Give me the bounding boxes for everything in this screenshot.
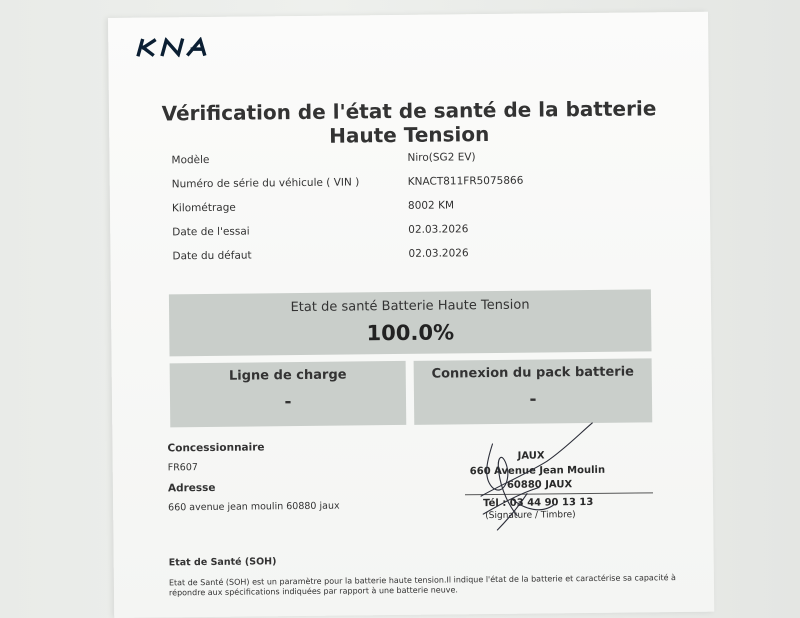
stamp-line-4: Tél : 03 44 90 13 13: [483, 496, 594, 510]
soh-section-title: Etat de Santé (SOH): [168, 556, 277, 569]
stamp-line-3: 60880 JAUX: [506, 479, 573, 491]
dealer-code: FR607: [167, 462, 198, 474]
model-label: Modèle: [171, 153, 210, 167]
fault-date-value: 02.03.2026: [408, 247, 469, 260]
soh-panel: [169, 289, 652, 356]
charge-line-value: -: [284, 392, 292, 413]
pack-connection-value: -: [529, 389, 537, 410]
signature-caption: (Signature / Timbre): [485, 510, 576, 522]
address-label: Adresse: [167, 481, 216, 495]
mileage-value: 8002 KM: [407, 199, 455, 212]
soh-description: Etat de Santé (SOH) est un paramètre pour la batterie haute tension.Il indique l'état de la batterie et caractérise sa capacité à répondre aux spécifications indiquées par rapport à une batterie neuve.: [168, 573, 676, 598]
pack-connection-heading: Connexion du pack batterie: [431, 364, 635, 382]
handwritten-signature: [452, 413, 606, 545]
soh-value: 100.0%: [366, 320, 455, 346]
vin-label: Numéro de série du véhicule ( VIN ): [171, 176, 360, 191]
stamp-line-1: JAUX: [517, 450, 545, 462]
document-title: Vérification de l'état de santé de la batterie Haute Tension: [161, 96, 657, 148]
soh-heading: Etat de santé Batterie Haute Tension: [290, 297, 530, 316]
charge-line-heading: Ligne de charge: [228, 367, 347, 384]
dealer-label: Concessionnaire: [167, 441, 265, 455]
address-value: 660 avenue jean moulin 60880 jaux: [168, 500, 340, 514]
test-date-label: Date de l'essai: [172, 225, 250, 239]
document-page: [108, 12, 714, 618]
vin-value: KNACT811FR5075866: [407, 174, 524, 188]
stamp-line-2: 660 Avenue Jean Moulin: [469, 464, 606, 478]
fault-date-label: Date du défaut: [172, 249, 252, 263]
charge-line-panel: [170, 361, 407, 427]
test-date-value: 02.03.2026: [408, 223, 469, 236]
mileage-label: Kilométrage: [171, 201, 236, 215]
kia-logo: [134, 37, 218, 58]
model-value: Niro(SG2 EV): [407, 151, 476, 164]
